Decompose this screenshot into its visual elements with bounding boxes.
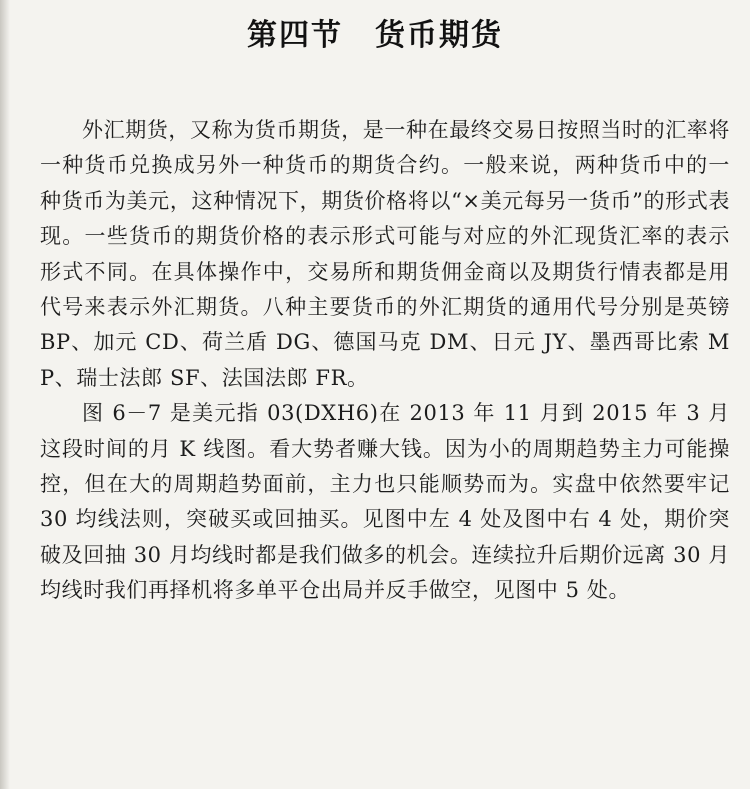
page-edge-shadow — [0, 0, 10, 789]
section-title: 第四节 货币期货 — [247, 18, 503, 53]
paragraph-currency-futures: 外汇期货，又称为货币期货，是一种在最终交易日按照当时的汇率将一种货币兑换成另外一种货币的期货合约。一般来说，两种货币中的一种货币为美元，这种情况下，期货价格将以“×美元每另一货币”的形式表现。一些货币的期货价格的表示形式可能与对应的外汇现货汇率的表示形式不同。在具体操作中，交易所和期货佣金商以及期货行情表都是用代号来表示外汇期货。八种主要货币的外汇期货的通用代号分别是英镑 BP、加元 CD、荷兰盾 DG、德国马克 DM、日元 JY、墨西哥比索 MP、瑞士法郎 SF、法国法郎 FR。 — [40, 118, 730, 390]
body-text — [40, 113, 730, 609]
paragraph-dollar-index-chart: 图 6－7 是美元指 03(DXH6)在 2013 年 11 月到 2015 年 3 月这段时间的月 K 线图。看大势者赚大钱。因为小的周期趋势主力可能操控，但在大的周期趋势面前，主力也只能顺势而为。实盘中依然要牢记 30 均线法则，突破买或回抽买。见图中左 4 处及图中右 4 处，期价突破及回抽 30 月均线时都是我们做多的机会。连续拉升后期价远离 30 月均线时我们再择机将多单平仓出局并反手做空，见图中 5 处。 — [40, 401, 730, 603]
